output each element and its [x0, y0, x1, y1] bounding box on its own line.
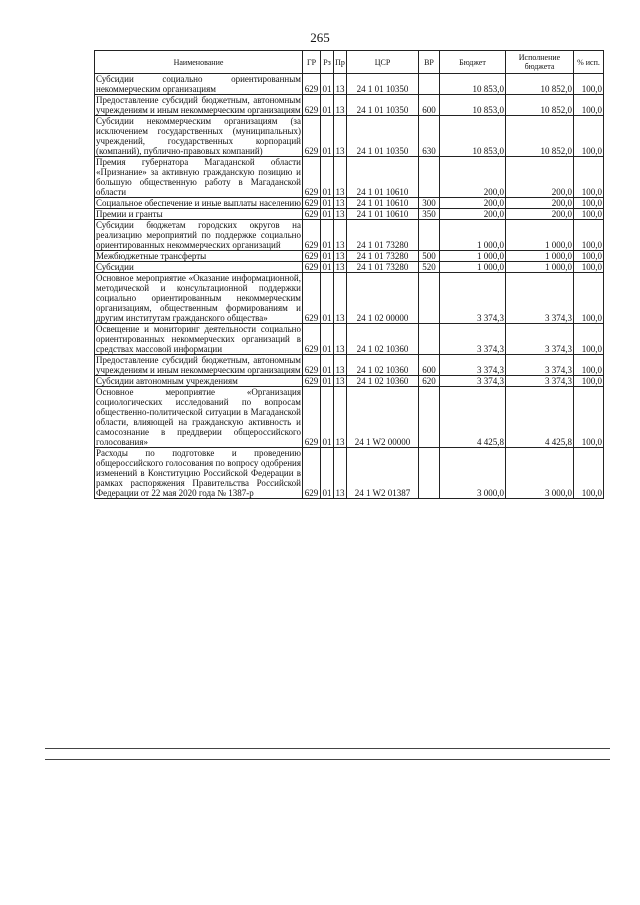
row-pr: 13	[334, 387, 347, 448]
row-gr: 629	[303, 116, 321, 157]
row-percent: 100,0	[574, 324, 604, 355]
table-row	[95, 220, 604, 251]
header-gr: ГР	[303, 51, 321, 74]
table-body	[95, 74, 604, 499]
row-pr: 13	[335, 209, 345, 219]
row-name: Премии и гранты	[95, 209, 303, 220]
row-vr	[419, 220, 440, 251]
row-name: Освещение и мониторинг деятельности социально ориентированных некоммерческих организаций в средствах массовой информации	[96, 324, 301, 354]
row-csr: 24 1 02 10360	[347, 376, 419, 387]
row-percent: 100,0	[574, 116, 604, 157]
row-rz: 01	[321, 95, 334, 116]
row-budget: 3 374,3	[440, 376, 506, 387]
table-row	[95, 376, 604, 387]
row-budget: 200,0	[440, 198, 506, 209]
row-pr: 13	[335, 198, 345, 208]
row-csr: 24 1 01 10350	[347, 74, 419, 95]
row-percent: 100,0	[574, 251, 604, 262]
table-row	[95, 209, 604, 220]
row-execution: 3 374,3	[506, 324, 574, 355]
table-row	[95, 157, 604, 198]
row-vr: 300	[419, 198, 440, 209]
row-percent: 100,0	[574, 273, 604, 324]
row-execution: 3 000,0	[506, 448, 574, 499]
row-gr: 629	[303, 95, 321, 116]
table-row	[95, 262, 604, 273]
row-vr: 500	[419, 251, 440, 262]
row-gr: 629	[303, 74, 321, 95]
row-budget: 3 374,3	[440, 355, 506, 376]
row-execution: 10 852,0	[506, 95, 574, 116]
row-gr: 629	[303, 157, 321, 198]
row-execution: 200,0	[506, 157, 574, 198]
row-gr: 629	[303, 209, 321, 220]
table-header-row	[95, 51, 604, 74]
row-name: Предоставление субсидий бюджетным, автономным учреждениям и иным некоммерческим организациям	[96, 95, 301, 115]
header-budget: Бюджет	[440, 51, 506, 74]
row-percent: 100,0	[574, 198, 604, 209]
table-row	[95, 324, 604, 355]
row-name: Социальное обеспечение и иные выплаты населению	[96, 198, 301, 208]
row-budget: 3 374,3	[440, 324, 506, 355]
page-number: 265	[310, 30, 330, 45]
row-rz: 01	[321, 157, 334, 198]
row-gr: 629	[303, 220, 321, 251]
header-vr: ВР	[419, 51, 440, 74]
row-pr: 13	[334, 116, 347, 157]
header-execution: Исполнение бюджета	[506, 51, 574, 74]
row-rz: 01	[321, 448, 334, 499]
row-rz: 01	[322, 198, 332, 208]
row-csr: 24 1 02 00000	[347, 273, 419, 324]
row-gr: 629	[303, 324, 321, 355]
table-row	[95, 355, 604, 376]
row-execution: 3 374,3	[506, 273, 574, 324]
row-budget: 1 000,0	[440, 220, 506, 251]
row-execution: 1 000,0	[506, 262, 574, 273]
row-execution: 1 000,0	[506, 251, 574, 262]
row-name: Расходы по подготовке и проведению общероссийского голосования по вопросу одобрения изменений в Конституцию Российской Федерации в рамках распоряжения Правительства Российской Федерации от 22 мая 2020 года № 1387-р	[96, 448, 301, 498]
row-percent: 100,0	[574, 95, 604, 116]
row-csr: 24 1 01 10610	[347, 198, 419, 209]
row-rz: 01	[322, 251, 332, 261]
row-pr: 13	[335, 262, 345, 272]
row-rz: 01	[322, 262, 332, 272]
row-rz: 01	[321, 324, 334, 355]
row-gr: 629	[303, 355, 321, 376]
row-execution: 200,0	[506, 198, 574, 209]
row-percent: 100,0	[574, 74, 604, 95]
row-csr: 24 1 01 10350	[347, 95, 419, 116]
row-execution: 10 852,0	[506, 116, 574, 157]
row-budget: 10 853,0	[440, 74, 506, 95]
row-vr: 350	[419, 209, 440, 220]
row-csr: 24 1 01 73280	[347, 251, 419, 262]
row-name: Субсидии	[95, 262, 303, 273]
row-vr	[419, 273, 440, 324]
row-csr: 24 1 01 10350	[347, 116, 419, 157]
row-budget: 4 425,8	[440, 387, 506, 448]
row-percent: 100,0	[574, 376, 604, 387]
table-row	[95, 198, 604, 209]
table-row	[95, 387, 604, 448]
row-vr	[419, 448, 440, 499]
header-percent: % исп.	[574, 51, 604, 74]
row-name: Основное мероприятие «Оказание информационной, методической и консультационной поддержки социально ориентированным некоммерческим организациям, общественным формированиям и другим институтам гражданского общества»	[96, 273, 301, 323]
row-pr: 13	[334, 355, 347, 376]
header-name: Наименование	[95, 51, 303, 74]
row-csr: 24 1 01 73280	[347, 220, 419, 251]
row-vr	[419, 324, 440, 355]
row-name: Субсидии социально ориентированным некоммерческим организациям	[96, 74, 301, 94]
row-gr: 629	[303, 198, 321, 209]
row-execution: 3 374,3	[506, 376, 574, 387]
row-vr: 600	[419, 355, 440, 376]
row-rz: 01	[321, 273, 334, 324]
row-csr: 24 1 01 73280	[347, 262, 419, 273]
row-rz: 01	[321, 355, 334, 376]
footer-rule	[45, 759, 610, 760]
row-execution: 1 000,0	[506, 220, 574, 251]
row-rz: 01	[322, 209, 332, 219]
row-rz: 01	[321, 220, 334, 251]
budget-table	[94, 50, 604, 499]
row-budget: 3 374,3	[440, 273, 506, 324]
row-percent: 100,0	[574, 448, 604, 499]
table-row	[95, 116, 604, 157]
header-rz: Рз	[321, 51, 334, 74]
row-vr: 600	[419, 95, 440, 116]
row-pr: 13	[334, 95, 347, 116]
row-budget: 3 000,0	[440, 448, 506, 499]
table-row	[95, 251, 604, 262]
row-csr: 24 1 02 10360	[347, 324, 419, 355]
row-budget: 200,0	[440, 157, 506, 198]
row-vr	[419, 157, 440, 198]
row-rz: 01	[321, 116, 334, 157]
row-budget: 10 853,0	[440, 116, 506, 157]
table-row	[95, 95, 604, 116]
row-pr: 13	[334, 220, 347, 251]
header-pr: Пр	[334, 51, 347, 74]
row-execution: 10 852,0	[506, 74, 574, 95]
row-name: Предоставление субсидий бюджетным, автономным учреждениям и иным некоммерческим организациям	[96, 355, 301, 375]
row-percent: 100,0	[574, 387, 604, 448]
row-pr: 13	[334, 157, 347, 198]
row-name: Премия губернатора Магаданской области «Признание» за активную гражданскую позицию и большую общественную работу в Магаданской области	[96, 157, 301, 197]
row-percent: 100,0	[574, 209, 604, 220]
footer-rule	[45, 748, 610, 749]
row-rz: 01	[322, 376, 332, 386]
row-execution: 4 425,8	[506, 387, 574, 448]
row-gr: 629	[303, 251, 321, 262]
row-gr: 629	[303, 273, 321, 324]
row-vr: 520	[419, 262, 440, 273]
row-budget: 1 000,0	[440, 262, 506, 273]
row-pr: 13	[334, 273, 347, 324]
row-name: Субсидии некоммерческим организациям (за исключением государственных (муниципальных) учреждений, государственных корпораций (компаний), публично-правовых компаний)	[96, 116, 301, 156]
row-csr: 24 1 02 10360	[347, 355, 419, 376]
row-name: Основное мероприятие «Организация социологических исследований по вопросам общественно-политической ситуации в Магаданской области, влияющей на гражданскую активность и самосознание в преддверии общероссийского голосования»	[96, 387, 301, 447]
row-name: Субсидии автономным учреждениям	[95, 376, 303, 387]
row-percent: 100,0	[574, 262, 604, 273]
header-csr: ЦСР	[347, 51, 419, 74]
row-budget: 200,0	[440, 209, 506, 220]
row-name: Субсидии бюджетам городских округов на реализацию мероприятий по поддержке социально ориентированных некоммерческих организаций	[96, 220, 301, 250]
row-csr: 24 1 W2 01387	[347, 448, 419, 499]
row-csr: 24 1 01 10610	[347, 157, 419, 198]
row-percent: 100,0	[574, 157, 604, 198]
row-pr: 13	[334, 74, 347, 95]
row-csr: 24 1 01 10610	[347, 209, 419, 220]
row-percent: 100,0	[574, 355, 604, 376]
table-row	[95, 273, 604, 324]
row-gr: 629	[303, 376, 321, 387]
row-pr: 13	[334, 324, 347, 355]
row-rz: 01	[321, 387, 334, 448]
row-rz: 01	[321, 74, 334, 95]
row-vr: 620	[419, 376, 440, 387]
row-vr	[419, 74, 440, 95]
table-row	[95, 448, 604, 499]
row-name: Межбюджетные трансферты	[95, 251, 303, 262]
row-percent: 100,0	[574, 220, 604, 251]
row-execution: 3 374,3	[506, 355, 574, 376]
row-csr: 24 1 W2 00000	[347, 387, 419, 448]
row-pr: 13	[334, 448, 347, 499]
row-vr: 630	[419, 116, 440, 157]
row-budget: 10 853,0	[440, 95, 506, 116]
row-vr	[419, 387, 440, 448]
row-execution: 200,0	[506, 209, 574, 220]
row-gr: 629	[303, 448, 321, 499]
row-pr: 13	[335, 376, 345, 386]
row-pr: 13	[335, 251, 345, 261]
row-budget: 1 000,0	[440, 251, 506, 262]
row-gr: 629	[303, 387, 321, 448]
row-gr: 629	[303, 262, 321, 273]
table-row	[95, 74, 604, 95]
